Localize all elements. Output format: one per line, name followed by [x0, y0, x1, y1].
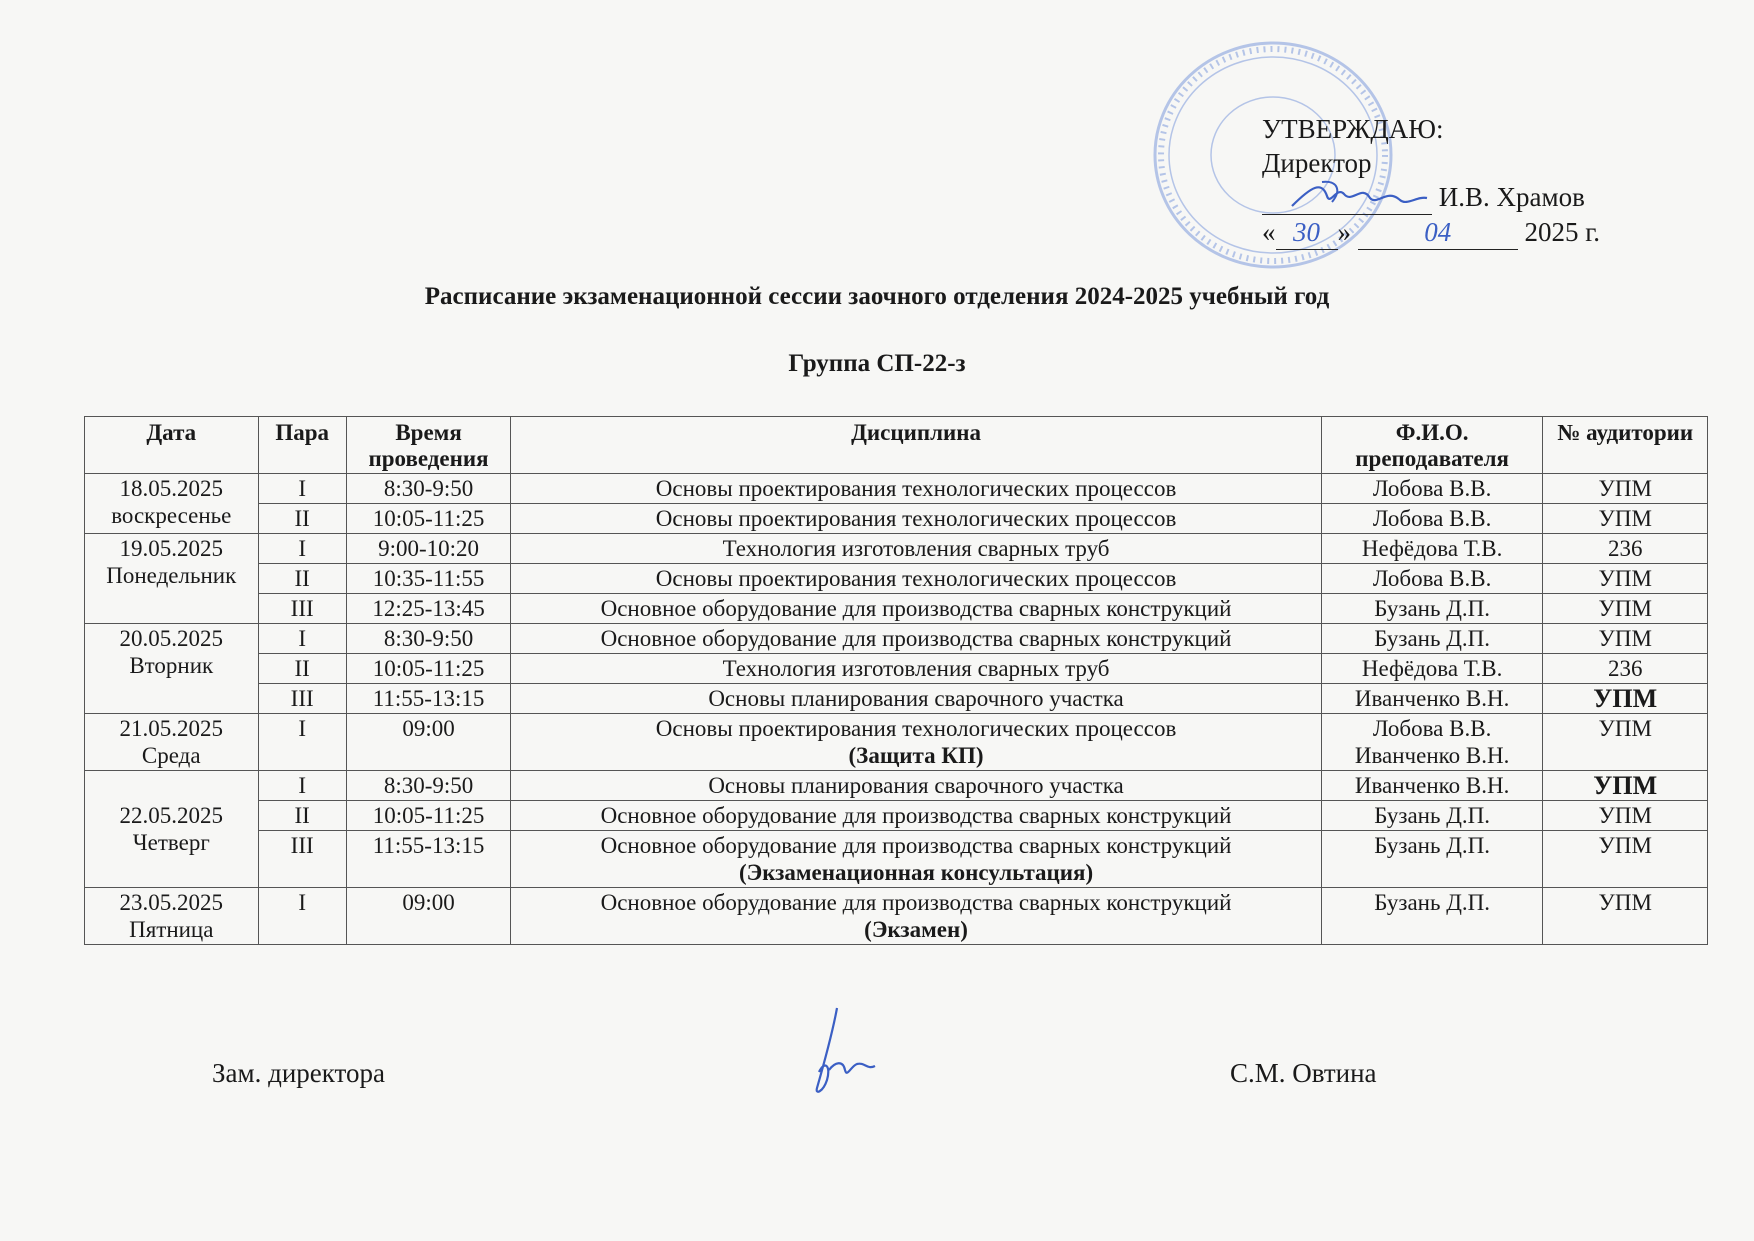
teacher-cell: Нефёдова Т.В.: [1321, 534, 1543, 564]
room-cell: 236: [1543, 534, 1708, 564]
session-note: (Защита КП): [848, 743, 984, 768]
teacher-cell: Бузань Д.П.: [1321, 888, 1543, 945]
table-row: [85, 684, 1708, 714]
pair-cell: II: [258, 801, 346, 831]
header-time: Время проведения: [346, 417, 511, 474]
date-cell: 21.05.2025 Среда: [85, 714, 259, 771]
table-row: [85, 714, 1708, 771]
pair-cell: II: [258, 564, 346, 594]
date-cell: 20.05.2025 Вторник: [85, 624, 259, 714]
pair-cell: I: [258, 771, 346, 801]
time-cell: 11:55-13:15: [346, 831, 511, 888]
teacher-cell: Иванченко В.Н.: [1321, 684, 1543, 714]
pair-cell: III: [258, 684, 346, 714]
teacher-cell: Бузань Д.П.: [1321, 594, 1543, 624]
room-cell: УПМ: [1543, 504, 1708, 534]
table-row: [85, 564, 1708, 594]
pair-cell: I: [258, 624, 346, 654]
date-open-quote: «: [1262, 217, 1276, 247]
room-cell: УПМ: [1543, 564, 1708, 594]
table-row: [85, 831, 1708, 888]
deputy-signature: [795, 1000, 895, 1100]
approval-position: Директор: [1262, 148, 1372, 178]
time-cell: 12:25-13:45: [346, 594, 511, 624]
footer-position: Зам. директора: [212, 1058, 385, 1088]
discipline-cell: Основы проектирования технологических процессов: [511, 504, 1321, 534]
pair-cell: III: [258, 594, 346, 624]
header-teacher: Ф.И.О. преподавателя: [1321, 417, 1543, 474]
teacher-cell: Иванченко В.Н.: [1321, 771, 1543, 801]
approval-year: 2025 г.: [1524, 217, 1601, 247]
teacher-cell: Нефёдова Т.В.: [1321, 654, 1543, 684]
pair-cell: I: [258, 888, 346, 945]
room-cell: УПМ: [1543, 714, 1708, 771]
time-cell: 10:05-11:25: [346, 801, 511, 831]
discipline-cell: Основы планирования сварочного участка: [511, 684, 1321, 714]
table-row: [85, 594, 1708, 624]
header-room: № аудитории: [1543, 417, 1708, 474]
date-close-quote: »: [1337, 217, 1351, 247]
time-cell: 8:30-9:50: [346, 624, 511, 654]
schedule-table: [84, 416, 1708, 945]
room-cell: УПМ: [1543, 594, 1708, 624]
time-cell: 10:35-11:55: [346, 564, 511, 594]
header-discipline: Дисциплина: [511, 417, 1321, 474]
pair-cell: I: [258, 534, 346, 564]
time-cell: 10:05-11:25: [346, 504, 511, 534]
discipline-cell: Основы проектирования технологических процессов (Защита КП): [511, 714, 1321, 771]
approval-name: И.В. Храмов: [1438, 182, 1585, 212]
time-cell: 10:05-11:25: [346, 654, 511, 684]
table-row: [85, 888, 1708, 945]
footer-name: С.М. Овтина: [1230, 1058, 1377, 1088]
discipline-cell: Технология изготовления сварных труб: [511, 654, 1321, 684]
pair-cell: I: [258, 714, 346, 771]
time-cell: 09:00: [346, 888, 511, 945]
pair-cell: III: [258, 831, 346, 888]
approval-month: 04: [1358, 215, 1518, 250]
discipline-cell: Основное оборудование для производства сварных конструкций (Экзамен): [511, 888, 1321, 945]
room-cell: УПМ: [1543, 888, 1708, 945]
session-note: (Экзаменационная консультация): [738, 860, 1094, 885]
discipline-cell: Основы проектирования технологических процессов: [511, 474, 1321, 504]
room-cell: УПМ: [1543, 624, 1708, 654]
table-row: [85, 534, 1708, 564]
discipline-cell: Технология изготовления сварных труб: [511, 534, 1321, 564]
date-cell: 22.05.2025 Четверг: [85, 771, 259, 888]
discipline-cell: Основы планирования сварочного участка: [511, 771, 1321, 801]
table-row: [85, 801, 1708, 831]
table-row: [85, 504, 1708, 534]
discipline-cell: Основное оборудование для производства сварных конструкций (Экзаменационная консультация): [511, 831, 1321, 888]
teacher-cell: Бузань Д.П.: [1321, 831, 1543, 888]
time-cell: 8:30-9:50: [346, 771, 511, 801]
teacher-cell: Лобова В.В.: [1321, 504, 1543, 534]
page-title: Расписание экзаменационной сессии заочного отделения 2024-2025 учебный год: [424, 283, 1330, 310]
teacher-cell: Лобова В.В.: [1321, 564, 1543, 594]
table-header-row: [85, 417, 1708, 474]
time-cell: 9:00-10:20: [346, 534, 511, 564]
group-title: Группа СП-22-з: [788, 350, 966, 377]
table-row: [85, 474, 1708, 504]
teacher-cell: Бузань Д.П.: [1321, 624, 1543, 654]
room-cell: УПМ: [1543, 684, 1708, 714]
table-row: [85, 654, 1708, 684]
teacher-cell: Лобова В.В. Иванченко В.Н.: [1321, 714, 1543, 771]
teacher-cell: Бузань Д.П.: [1321, 801, 1543, 831]
room-cell: 236: [1543, 654, 1708, 684]
time-cell: 09:00: [346, 714, 511, 771]
discipline-cell: Основное оборудование для производства сварных конструкций: [511, 624, 1321, 654]
discipline-cell: Основное оборудование для производства сварных конструкций: [511, 801, 1321, 831]
discipline-cell: Основы проектирования технологических процессов: [511, 564, 1321, 594]
pair-cell: II: [258, 654, 346, 684]
approval-heading: УТВЕРЖДАЮ:: [1262, 114, 1444, 144]
table-row: [85, 771, 1708, 801]
time-cell: 8:30-9:50: [346, 474, 511, 504]
header-pair: Пара: [258, 417, 346, 474]
time-cell: 11:55-13:15: [346, 684, 511, 714]
pair-cell: II: [258, 504, 346, 534]
room-cell: УПМ: [1543, 831, 1708, 888]
session-note: (Экзамен): [864, 917, 968, 942]
discipline-cell: Основное оборудование для производства сварных конструкций: [511, 594, 1321, 624]
room-cell: УПМ: [1543, 771, 1708, 801]
room-cell: УПМ: [1543, 474, 1708, 504]
date-cell: 23.05.2025 Пятница: [85, 888, 259, 945]
table-row: [85, 624, 1708, 654]
date-cell: 19.05.2025 Понедельник: [85, 534, 259, 624]
header-date: Дата: [85, 417, 259, 474]
room-cell: УПМ: [1543, 801, 1708, 831]
director-signature: [1282, 176, 1432, 216]
approval-day: 30: [1276, 215, 1338, 250]
teacher-cell: Лобова В.В.: [1321, 474, 1543, 504]
pair-cell: I: [258, 474, 346, 504]
date-cell: 18.05.2025 воскресенье: [85, 474, 259, 534]
